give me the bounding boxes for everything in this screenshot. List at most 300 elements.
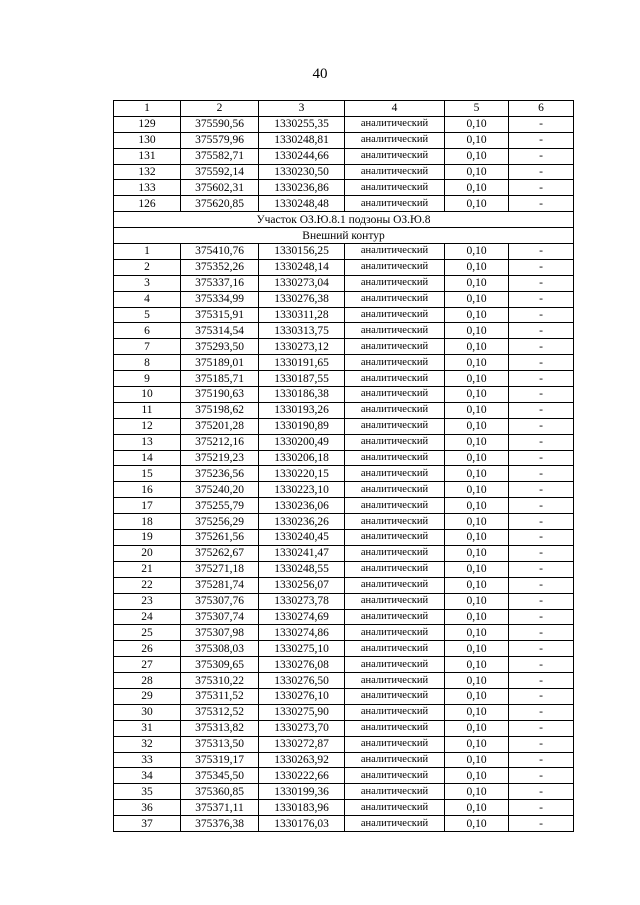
table-row (114, 593, 574, 609)
y-coordinate-cell: 1330255,35 (259, 116, 345, 132)
x-coordinate-cell: 375185,71 (181, 371, 259, 387)
y-coordinate-cell: 1330313,75 (259, 323, 345, 339)
method-cell: аналитический (345, 307, 445, 323)
method-cell: аналитический (345, 259, 445, 275)
accuracy-cell: 0,10 (445, 561, 509, 577)
point-number-cell: 36 (114, 800, 181, 816)
note-cell: - (509, 450, 574, 466)
table-row (114, 434, 574, 450)
point-number-cell: 12 (114, 418, 181, 434)
point-number-cell: 4 (114, 291, 181, 307)
x-coordinate-cell: 375198,62 (181, 402, 259, 418)
x-coordinate-cell: 375201,28 (181, 418, 259, 434)
method-cell: аналитический (345, 339, 445, 355)
x-coordinate-cell: 375579,96 (181, 132, 259, 148)
accuracy-cell: 0,10 (445, 371, 509, 387)
note-cell: - (509, 530, 574, 546)
y-coordinate-cell: 1330273,70 (259, 720, 345, 736)
method-cell: аналитический (345, 816, 445, 832)
coordinates-table (113, 100, 574, 832)
note-cell: - (509, 577, 574, 593)
table-body (114, 101, 574, 832)
point-number-cell: 5 (114, 307, 181, 323)
table-row (114, 657, 574, 673)
note-cell: - (509, 275, 574, 291)
x-coordinate-cell: 375313,50 (181, 736, 259, 752)
note-cell: - (509, 148, 574, 164)
x-coordinate-cell: 375376,38 (181, 816, 259, 832)
note-cell: - (509, 466, 574, 482)
accuracy-cell: 0,10 (445, 816, 509, 832)
table-row (114, 466, 574, 482)
method-cell: аналитический (345, 784, 445, 800)
note-cell: - (509, 116, 574, 132)
y-coordinate-cell: 1330176,03 (259, 816, 345, 832)
note-cell: - (509, 688, 574, 704)
note-cell: - (509, 482, 574, 498)
table-row (114, 752, 574, 768)
accuracy-cell: 0,10 (445, 498, 509, 514)
y-coordinate-cell: 1330273,78 (259, 593, 345, 609)
note-cell: - (509, 768, 574, 784)
method-cell: аналитический (345, 752, 445, 768)
method-cell: аналитический (345, 402, 445, 418)
header-cell-2: 2 (181, 101, 259, 117)
table-row (114, 577, 574, 593)
method-cell: аналитический (345, 164, 445, 180)
point-number-cell: 11 (114, 402, 181, 418)
point-number-cell: 129 (114, 116, 181, 132)
point-number-cell: 29 (114, 688, 181, 704)
accuracy-cell: 0,10 (445, 132, 509, 148)
accuracy-cell: 0,10 (445, 434, 509, 450)
note-cell: - (509, 593, 574, 609)
point-number-cell: 3 (114, 275, 181, 291)
y-coordinate-cell: 1330276,08 (259, 657, 345, 673)
x-coordinate-cell: 375602,31 (181, 180, 259, 196)
y-coordinate-cell: 1330220,15 (259, 466, 345, 482)
method-cell: аналитический (345, 657, 445, 673)
point-number-cell: 14 (114, 450, 181, 466)
y-coordinate-cell: 1330187,55 (259, 371, 345, 387)
header-cell-1: 1 (114, 101, 181, 117)
y-coordinate-cell: 1330183,96 (259, 800, 345, 816)
point-number-cell: 2 (114, 259, 181, 275)
note-cell: - (509, 704, 574, 720)
accuracy-cell: 0,10 (445, 180, 509, 196)
x-coordinate-cell: 375620,85 (181, 196, 259, 212)
note-cell: - (509, 609, 574, 625)
x-coordinate-cell: 375312,52 (181, 704, 259, 720)
point-number-cell: 33 (114, 752, 181, 768)
point-number-cell: 17 (114, 498, 181, 514)
x-coordinate-cell: 375352,26 (181, 259, 259, 275)
x-coordinate-cell: 375311,52 (181, 688, 259, 704)
header-cell-3: 3 (259, 101, 345, 117)
point-number-cell: 131 (114, 148, 181, 164)
header-cell-5: 5 (445, 101, 509, 117)
note-cell: - (509, 625, 574, 641)
table-row (114, 355, 574, 371)
point-number-cell: 25 (114, 625, 181, 641)
x-coordinate-cell: 375334,99 (181, 291, 259, 307)
point-number-cell: 28 (114, 673, 181, 689)
point-number-cell: 6 (114, 323, 181, 339)
accuracy-cell: 0,10 (445, 387, 509, 403)
method-cell: аналитический (345, 387, 445, 403)
table-row (114, 132, 574, 148)
table-row (114, 180, 574, 196)
x-coordinate-cell: 375307,76 (181, 593, 259, 609)
point-number-cell: 132 (114, 164, 181, 180)
note-cell: - (509, 561, 574, 577)
point-number-cell: 18 (114, 514, 181, 530)
table-row (114, 816, 574, 832)
method-cell: аналитический (345, 275, 445, 291)
y-coordinate-cell: 1330276,50 (259, 673, 345, 689)
table-row (114, 641, 574, 657)
note-cell: - (509, 339, 574, 355)
table-row (114, 418, 574, 434)
point-number-cell: 10 (114, 387, 181, 403)
x-coordinate-cell: 375271,18 (181, 561, 259, 577)
method-cell: аналитический (345, 577, 445, 593)
header-cell-4: 4 (345, 101, 445, 117)
point-number-cell: 23 (114, 593, 181, 609)
x-coordinate-cell: 375310,22 (181, 673, 259, 689)
y-coordinate-cell: 1330156,25 (259, 244, 345, 260)
point-number-cell: 35 (114, 784, 181, 800)
y-coordinate-cell: 1330248,48 (259, 196, 345, 212)
method-cell: аналитический (345, 450, 445, 466)
y-coordinate-cell: 1330256,07 (259, 577, 345, 593)
x-coordinate-cell: 375308,03 (181, 641, 259, 657)
y-coordinate-cell: 1330222,66 (259, 768, 345, 784)
point-number-cell: 16 (114, 482, 181, 498)
y-coordinate-cell: 1330263,92 (259, 752, 345, 768)
x-coordinate-cell: 375256,29 (181, 514, 259, 530)
accuracy-cell: 0,10 (445, 720, 509, 736)
y-coordinate-cell: 1330200,49 (259, 434, 345, 450)
note-cell: - (509, 816, 574, 832)
point-number-cell: 7 (114, 339, 181, 355)
x-coordinate-cell: 375189,01 (181, 355, 259, 371)
note-cell: - (509, 244, 574, 260)
table-row (114, 259, 574, 275)
table-row (114, 720, 574, 736)
table-row (114, 291, 574, 307)
method-cell: аналитический (345, 196, 445, 212)
y-coordinate-cell: 1330236,06 (259, 498, 345, 514)
accuracy-cell: 0,10 (445, 339, 509, 355)
x-coordinate-cell: 375590,56 (181, 116, 259, 132)
y-coordinate-cell: 1330274,86 (259, 625, 345, 641)
point-number-cell: 27 (114, 657, 181, 673)
note-cell: - (509, 418, 574, 434)
y-coordinate-cell: 1330274,69 (259, 609, 345, 625)
accuracy-cell: 0,10 (445, 482, 509, 498)
x-coordinate-cell: 375315,91 (181, 307, 259, 323)
point-number-cell: 31 (114, 720, 181, 736)
point-number-cell: 130 (114, 132, 181, 148)
x-coordinate-cell: 375582,71 (181, 148, 259, 164)
x-coordinate-cell: 375410,76 (181, 244, 259, 260)
page-number: 40 (312, 66, 328, 82)
method-cell: аналитический (345, 561, 445, 577)
table-row (114, 148, 574, 164)
method-cell: аналитический (345, 291, 445, 307)
point-number-cell: 9 (114, 371, 181, 387)
accuracy-cell: 0,10 (445, 307, 509, 323)
table-row (114, 275, 574, 291)
note-cell: - (509, 291, 574, 307)
accuracy-cell: 0,10 (445, 768, 509, 784)
point-number-cell: 34 (114, 768, 181, 784)
note-cell: - (509, 752, 574, 768)
subsection-title: Внешний контур (114, 228, 574, 244)
table-row (114, 625, 574, 641)
note-cell: - (509, 720, 574, 736)
accuracy-cell: 0,10 (445, 418, 509, 434)
table-row (114, 339, 574, 355)
table-row (114, 800, 574, 816)
accuracy-cell: 0,10 (445, 704, 509, 720)
x-coordinate-cell: 375261,56 (181, 530, 259, 546)
table-row (114, 673, 574, 689)
method-cell: аналитический (345, 148, 445, 164)
table-row (114, 164, 574, 180)
table-row (114, 498, 574, 514)
table-row (114, 514, 574, 530)
note-cell: - (509, 259, 574, 275)
method-cell: аналитический (345, 593, 445, 609)
method-cell: аналитический (345, 514, 445, 530)
y-coordinate-cell: 1330272,87 (259, 736, 345, 752)
accuracy-cell: 0,10 (445, 545, 509, 561)
table-row (114, 323, 574, 339)
y-coordinate-cell: 1330248,14 (259, 259, 345, 275)
note-cell: - (509, 180, 574, 196)
accuracy-cell: 0,10 (445, 291, 509, 307)
point-number-cell: 133 (114, 180, 181, 196)
x-coordinate-cell: 375371,11 (181, 800, 259, 816)
y-coordinate-cell: 1330223,10 (259, 482, 345, 498)
point-number-cell: 19 (114, 530, 181, 546)
accuracy-cell: 0,10 (445, 784, 509, 800)
note-cell: - (509, 800, 574, 816)
note-cell: - (509, 657, 574, 673)
y-coordinate-cell: 1330190,89 (259, 418, 345, 434)
note-cell: - (509, 736, 574, 752)
method-cell: аналитический (345, 482, 445, 498)
y-coordinate-cell: 1330273,12 (259, 339, 345, 355)
method-cell: аналитический (345, 355, 445, 371)
y-coordinate-cell: 1330244,66 (259, 148, 345, 164)
accuracy-cell: 0,10 (445, 752, 509, 768)
method-cell: аналитический (345, 545, 445, 561)
table-row (114, 736, 574, 752)
table-row (114, 688, 574, 704)
method-cell: аналитический (345, 323, 445, 339)
accuracy-cell: 0,10 (445, 275, 509, 291)
method-cell: аналитический (345, 800, 445, 816)
accuracy-cell: 0,10 (445, 450, 509, 466)
y-coordinate-cell: 1330186,38 (259, 387, 345, 403)
method-cell: аналитический (345, 609, 445, 625)
table-row (114, 307, 574, 323)
y-coordinate-cell: 1330206,18 (259, 450, 345, 466)
accuracy-cell: 0,10 (445, 116, 509, 132)
header-row (114, 101, 574, 117)
table-row (114, 704, 574, 720)
method-cell: аналитический (345, 132, 445, 148)
method-cell: аналитический (345, 434, 445, 450)
y-coordinate-cell: 1330241,47 (259, 545, 345, 561)
y-coordinate-cell: 1330248,55 (259, 561, 345, 577)
accuracy-cell: 0,10 (445, 657, 509, 673)
table-row (114, 244, 574, 260)
accuracy-cell: 0,10 (445, 514, 509, 530)
y-coordinate-cell: 1330236,86 (259, 180, 345, 196)
note-cell: - (509, 323, 574, 339)
note-cell: - (509, 307, 574, 323)
note-cell: - (509, 498, 574, 514)
table-row (114, 530, 574, 546)
method-cell: аналитический (345, 180, 445, 196)
point-number-cell: 22 (114, 577, 181, 593)
x-coordinate-cell: 375345,50 (181, 768, 259, 784)
y-coordinate-cell: 1330275,90 (259, 704, 345, 720)
method-cell: аналитический (345, 371, 445, 387)
x-coordinate-cell: 375240,20 (181, 482, 259, 498)
y-coordinate-cell: 1330276,38 (259, 291, 345, 307)
y-coordinate-cell: 1330273,04 (259, 275, 345, 291)
table-row (114, 116, 574, 132)
y-coordinate-cell: 1330275,10 (259, 641, 345, 657)
accuracy-cell: 0,10 (445, 577, 509, 593)
table-row (114, 545, 574, 561)
method-cell: аналитический (345, 116, 445, 132)
note-cell: - (509, 371, 574, 387)
table-row (114, 768, 574, 784)
table-row (114, 561, 574, 577)
method-cell: аналитический (345, 768, 445, 784)
method-cell: аналитический (345, 625, 445, 641)
accuracy-cell: 0,10 (445, 402, 509, 418)
note-cell: - (509, 673, 574, 689)
method-cell: аналитический (345, 641, 445, 657)
point-number-cell: 126 (114, 196, 181, 212)
table-row (114, 371, 574, 387)
x-coordinate-cell: 375262,67 (181, 545, 259, 561)
note-cell: - (509, 545, 574, 561)
x-coordinate-cell: 375255,79 (181, 498, 259, 514)
section-title: Участок ОЗ.Ю.8.1 подзоны ОЗ.Ю.8 (114, 212, 574, 228)
point-number-cell: 1 (114, 244, 181, 260)
table-row (114, 196, 574, 212)
x-coordinate-cell: 375337,16 (181, 275, 259, 291)
method-cell: аналитический (345, 704, 445, 720)
accuracy-cell: 0,10 (445, 625, 509, 641)
note-cell: - (509, 784, 574, 800)
note-cell: - (509, 387, 574, 403)
accuracy-cell: 0,10 (445, 164, 509, 180)
table-row (114, 387, 574, 403)
accuracy-cell: 0,10 (445, 259, 509, 275)
method-cell: аналитический (345, 720, 445, 736)
accuracy-cell: 0,10 (445, 323, 509, 339)
accuracy-cell: 0,10 (445, 355, 509, 371)
accuracy-cell: 0,10 (445, 530, 509, 546)
note-cell: - (509, 132, 574, 148)
method-cell: аналитический (345, 498, 445, 514)
point-number-cell: 30 (114, 704, 181, 720)
x-coordinate-cell: 375360,85 (181, 784, 259, 800)
x-coordinate-cell: 375307,74 (181, 609, 259, 625)
x-coordinate-cell: 375212,16 (181, 434, 259, 450)
point-number-cell: 21 (114, 561, 181, 577)
table-row (114, 450, 574, 466)
method-cell: аналитический (345, 530, 445, 546)
method-cell: аналитический (345, 688, 445, 704)
x-coordinate-cell: 375313,82 (181, 720, 259, 736)
point-number-cell: 15 (114, 466, 181, 482)
method-cell: аналитический (345, 466, 445, 482)
note-cell: - (509, 164, 574, 180)
method-cell: аналитический (345, 418, 445, 434)
table-row (114, 609, 574, 625)
x-coordinate-cell: 375319,17 (181, 752, 259, 768)
x-coordinate-cell: 375236,56 (181, 466, 259, 482)
x-coordinate-cell: 375281,74 (181, 577, 259, 593)
note-cell: - (509, 641, 574, 657)
y-coordinate-cell: 1330240,45 (259, 530, 345, 546)
accuracy-cell: 0,10 (445, 736, 509, 752)
x-coordinate-cell: 375190,63 (181, 387, 259, 403)
method-cell: аналитический (345, 673, 445, 689)
section-title-row (114, 212, 574, 228)
note-cell: - (509, 355, 574, 371)
y-coordinate-cell: 1330191,65 (259, 355, 345, 371)
point-number-cell: 20 (114, 545, 181, 561)
x-coordinate-cell: 375309,65 (181, 657, 259, 673)
y-coordinate-cell: 1330199,36 (259, 784, 345, 800)
x-coordinate-cell: 375314,54 (181, 323, 259, 339)
method-cell: аналитический (345, 736, 445, 752)
note-cell: - (509, 196, 574, 212)
accuracy-cell: 0,10 (445, 466, 509, 482)
accuracy-cell: 0,10 (445, 641, 509, 657)
point-number-cell: 13 (114, 434, 181, 450)
y-coordinate-cell: 1330276,10 (259, 688, 345, 704)
table-row (114, 402, 574, 418)
y-coordinate-cell: 1330193,26 (259, 402, 345, 418)
accuracy-cell: 0,10 (445, 196, 509, 212)
accuracy-cell: 0,10 (445, 609, 509, 625)
point-number-cell: 8 (114, 355, 181, 371)
y-coordinate-cell: 1330236,26 (259, 514, 345, 530)
note-cell: - (509, 514, 574, 530)
x-coordinate-cell: 375293,50 (181, 339, 259, 355)
accuracy-cell: 0,10 (445, 673, 509, 689)
accuracy-cell: 0,10 (445, 593, 509, 609)
point-number-cell: 24 (114, 609, 181, 625)
x-coordinate-cell: 375219,23 (181, 450, 259, 466)
note-cell: - (509, 402, 574, 418)
accuracy-cell: 0,10 (445, 148, 509, 164)
accuracy-cell: 0,10 (445, 244, 509, 260)
table-row (114, 482, 574, 498)
